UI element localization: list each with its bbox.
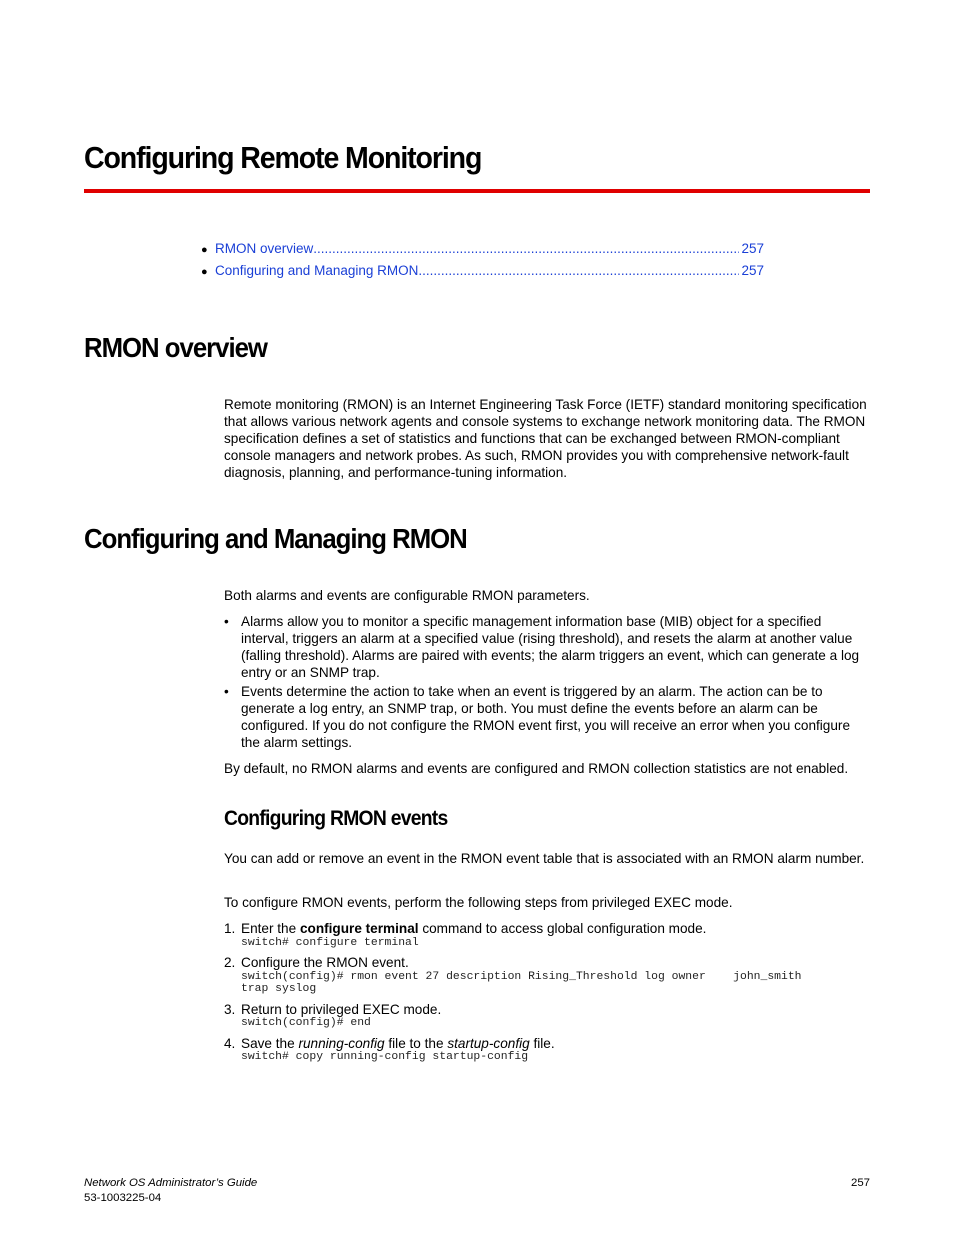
bullet-icon: • — [224, 614, 229, 629]
toc-leader — [313, 241, 739, 257]
code-example: switch# configure terminal — [241, 937, 419, 949]
code-example: switch(config)# end — [241, 1017, 371, 1029]
toc-page-number[interactable]: 257 — [741, 241, 764, 256]
footer-doc-number: 53-1003225-04 — [84, 1192, 162, 1204]
command-name: configure terminal — [299, 921, 419, 936]
list-item: • Events determine the action to take when an event is triggered by an alarm. The action can be to generate a log entry, an SNMP trap, or both. You must define the events before an alarm can be configured. If you do not configure the RMON event first, you will receive an error when you configure the alarm settings. — [224, 684, 851, 750]
managing-outro: By default, no RMON alarms and events are configured and RMON collection statistics are not enabled. — [224, 761, 849, 776]
code-example: switch# copy running-config startup-config — [241, 1051, 529, 1063]
managing-bullet-list — [224, 613, 870, 753]
toc-leader — [418, 263, 739, 279]
chapter-title-rule — [84, 189, 870, 193]
toc-link[interactable]: RMON overview — [215, 241, 314, 256]
bullet-icon: ● — [201, 244, 208, 256]
step-2: 2. Configure the RMON event. — [224, 955, 409, 970]
section-heading-rmon-overview: RMON overview — [84, 332, 267, 363]
code-example: switch(config)# rmon event 27 description Rising_Threshold log owner john_smith trap syslog — [241, 971, 802, 995]
list-item: • Alarms allow you to monitor a specific management information base (MIB) object for a specified interval, triggers an alarm at a specified value (rising threshold), and resets the alarm at another value (falling threshold). Alarms are paired with events; the alarm triggers an event, which can generate a log entry or an SNMP trap. — [224, 614, 860, 680]
section-heading-managing-rmon: Configuring and Managing RMON — [84, 523, 467, 554]
toc-entry[interactable] — [201, 263, 764, 280]
step-3: 3. Return to privileged EXEC mode. — [224, 1002, 442, 1017]
toc-link[interactable]: Configuring and Managing RMON — [215, 263, 419, 278]
bullet-icon: • — [224, 684, 229, 699]
events-paragraph-1: You can add or remove an event in the RMON event table that is associated with an RMON alarm number. — [224, 851, 865, 866]
subsection-heading-rmon-events: Configuring RMON events — [224, 807, 448, 830]
footer-page-number: 257 — [850, 1177, 870, 1189]
chapter-title: Configuring Remote Monitoring — [84, 140, 482, 175]
bullet-icon: ● — [201, 266, 208, 278]
rmon-overview-body: Remote monitoring (RMON) is an Internet Engineering Task Force (IETF) standard monitoring specification that allows various network agents and console systems to exchange network monitoring data. The RMON specification defines a set of statistics and functions that can be exchanged between RMON-compliant console managers and network probes. As such, RMON provides you with comprehensive network-fault diagnosis, planning, and performance-tuning information. — [224, 397, 867, 480]
toc-page-number[interactable]: 257 — [741, 263, 764, 278]
step-1: 1. Enter the configure terminal command to access global configuration mode. — [224, 921, 707, 936]
events-paragraph-2: To configure RMON events, perform the following steps from privileged EXEC mode. — [224, 895, 733, 910]
toc-entry[interactable] — [201, 241, 764, 258]
chapter-toc — [201, 241, 764, 280]
managing-intro: Both alarms and events are configurable RMON parameters. — [224, 588, 590, 603]
step-4: 4. Save the running-config file to the startup-config file. — [224, 1036, 555, 1051]
footer-guide-title: Network OS Administrator’s Guide — [84, 1177, 258, 1189]
